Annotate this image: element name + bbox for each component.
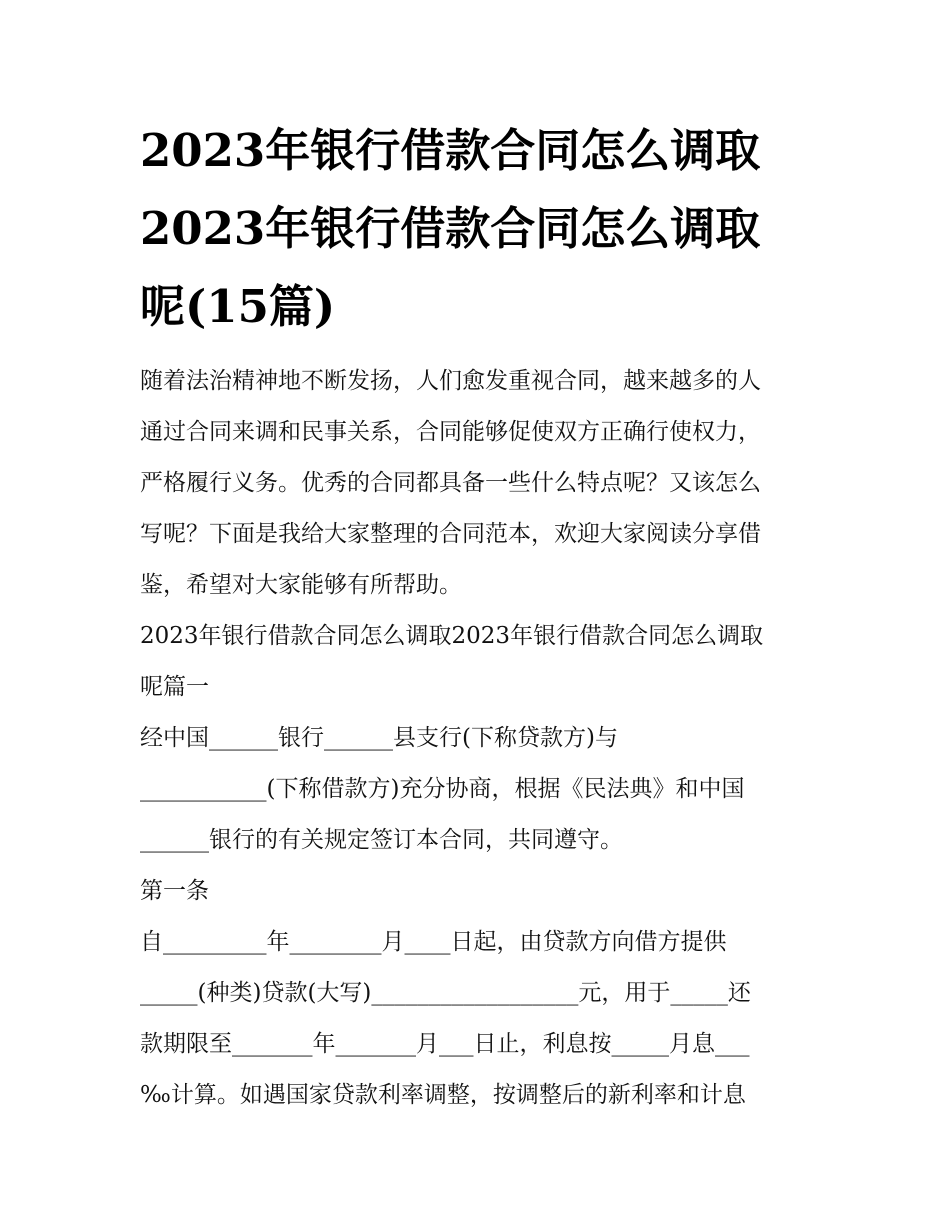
- intro-line-3: 严格履行义务。优秀的合同都具备一些什么特点呢？又该怎么: [140, 470, 761, 496]
- title-line-2: 2023年银行借款合同怎么调取: [140, 202, 761, 255]
- preamble-line-1: 经中国______银行______县支行(下称贷款方)与: [140, 725, 618, 751]
- intro-line-2: 通过合同来调和民事关系，合同能够促使双方正确行使权力，: [140, 419, 761, 445]
- section-heading-line-1: 2023年银行借款合同怎么调取2023年银行借款合同怎么调取: [140, 623, 764, 649]
- article-one-line-1: 自_________年________月____日起，由贷款方向借方提供: [140, 929, 727, 955]
- preamble-line-2: ___________(下称借款方)充分协商，根据《民法典》和中国: [140, 776, 745, 802]
- section-heading: [140, 611, 820, 713]
- title-line-1: 2023年银行借款合同怎么调取: [140, 124, 761, 177]
- intro-line-1: 随着法治精神地不断发扬，人们愈发重视合同，越来越多的人: [140, 368, 761, 394]
- document-page: [140, 112, 820, 1121]
- section-heading-line-2: 呢篇一: [140, 674, 209, 700]
- article-one-line-3: 款期限至_______年_______月___日止，利息按_____月息___: [140, 1031, 750, 1057]
- article-one-line-2: _____(种类)贷款(大写)__________________元，用于_____还: [140, 980, 751, 1006]
- article-one-paragraph: [140, 917, 820, 1121]
- title-line-3: 呢(15篇): [140, 280, 336, 333]
- preamble-paragraph: [140, 713, 820, 866]
- preamble-line-3: ______银行的有关规定签订本合同，共同遵守。: [140, 827, 623, 853]
- intro-line-5: 鉴，希望对大家能够有所帮助。: [140, 572, 462, 598]
- document-title: [140, 112, 820, 346]
- article-one-heading: 第一条: [140, 878, 209, 904]
- intro-paragraph: [140, 356, 820, 611]
- article-one-line-4: ‰计算。如遇国家贷款利率调整，按调整后的新利率和计息: [140, 1082, 746, 1108]
- intro-line-4: 写呢？下面是我给大家整理的合同范本，欢迎大家阅读分享借: [140, 521, 761, 547]
